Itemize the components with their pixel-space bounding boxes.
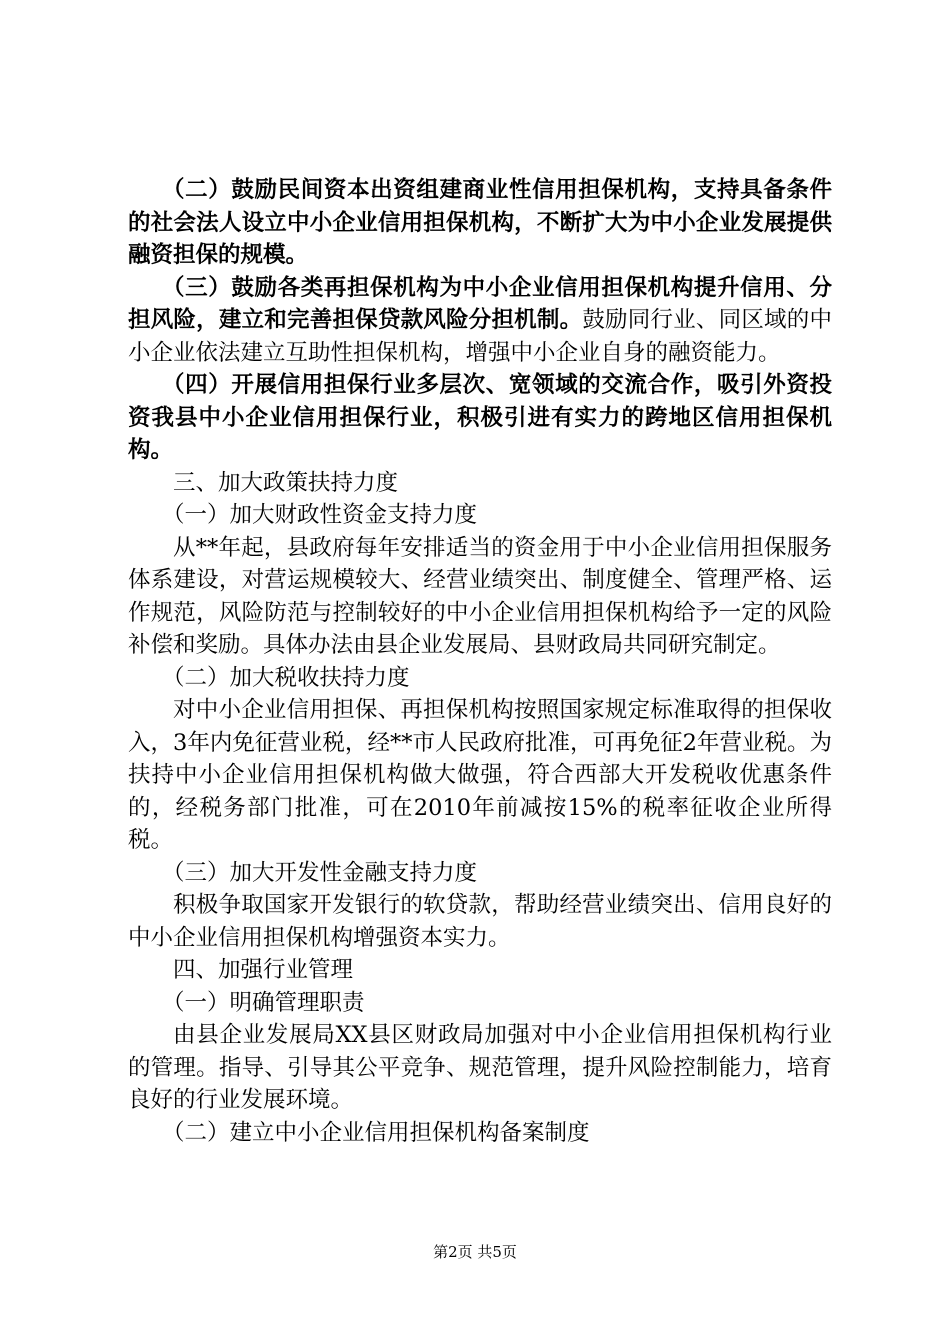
subsection-heading-fiscal-support: （一）加大财政性资金支持力度 xyxy=(162,502,478,528)
paragraph-tax-support: 对中小企业信用担保、再担保机构按照国家规定标准取得的担保收入，3年内免征营业税，经**市人民政府批准，可再免征2年营业税。为扶持中小企业信用担保机构做大做强，符合西部大开发税收优惠条件的，经税务部门批准，可在2010年前减按15%的税率征收企业所得税。 xyxy=(128,697,832,853)
page-footer: 第2页 共5页 xyxy=(433,1243,517,1261)
paragraph-encourage-reguarantee-lead: （三）鼓励各类再担保机构为中小企业信用担保机构提升信用、分担风险，建立和完善担保贷款风险分担机制。 xyxy=(128,274,832,333)
paragraph-financial-support: 积极争取国家开发银行的软贷款，帮助经营业绩突出、信用良好的中小企业信用担保机构增强资本实力。 xyxy=(128,892,832,951)
paragraph-encourage-reguarantee xyxy=(128,272,832,370)
paragraph-encourage-reguarantee-continuation: 鼓励同行业、同区域的中小企业依法建立互助性担保机构，增强中小企业自身的融资能力。 xyxy=(128,307,832,366)
subsection-heading-management-duties: （一）明确管理职责 xyxy=(162,989,365,1016)
paragraph-encourage-private-capital: （二）鼓励民间资本出资组建商业性信用担保机构，支持具备条件的社会法人设立中小企业信用担保机构，不断扩大为中小企业发展提供融资担保的规模。 xyxy=(128,177,832,268)
subsection-heading-filing-system: （二）建立中小企业信用担保机构备案制度 xyxy=(162,1119,590,1146)
paragraph-management-duties: 由县企业发展局XX县区财政局加强对中小企业信用担保机构行业的管理。指导、引导其公平竞争、规范管理，提升风险控制能力，培育良好的行业发展环境。 xyxy=(128,1022,832,1113)
document-body xyxy=(128,174,832,1149)
subsection-heading-financial-support: （三）加大开发性金融支持力度 xyxy=(162,859,478,886)
section-heading-policy-support: 三、加大政策扶持力度 xyxy=(173,469,399,496)
paragraph-exchange-cooperation: （四）开展信用担保行业多层次、宽领域的交流合作，吸引外资投资我县中小企业信用担保行业，积极引进有实力的跨地区信用担保机构。 xyxy=(128,372,832,463)
paragraph-fiscal-support: 从**年起，县政府每年安排适当的资金用于中小企业信用担保服务体系建设，对营运规模较大、经营业绩突出、制度健全、管理严格、运作规范，风险防范与控制较好的中小企业信用担保机构给予一定的风险补偿和奖励。具体办法由县企业发展局、县财政局共同研究制定。 xyxy=(128,534,832,658)
section-heading-industry-management: 四、加强行业管理 xyxy=(173,957,354,983)
subsection-heading-tax-support: （二）加大税收扶持力度 xyxy=(162,664,410,691)
